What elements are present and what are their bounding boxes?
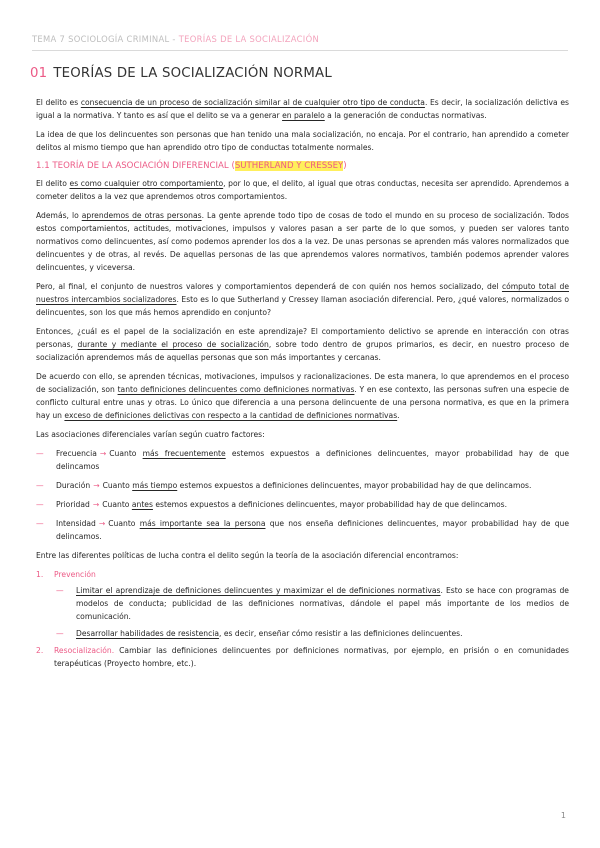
numbered-item-resocialization: 2. Resocialización. Cambiar las definiciones delincuentes por definiciones normativas, por ejemplo, en prisión o en comunidades terapéuticas (Proyecto hombre, etc.). — [36, 646, 569, 668]
paragraph-1: El delito es consecuencia de un proceso de socialización similar al de cualquier otro tipo de conducta. Es decir, la socialización delictiva es igual a la normativa. Y tanto es así que el delito se va a generar en paralelo a la generación de conductas normativas. — [36, 98, 569, 120]
list-item: — Intensidad → Cuanto más importante sea la persona que nos enseña definiciones delincuentes, mayor probabilidad hay de que delincamos. — [36, 519, 569, 541]
arrow-right-icon: → — [99, 449, 107, 458]
paragraph-5: Pero, al final, el conjunto de nuestros valores y comportamientos dependerá de con quién nos hemos socializado, del cómputo total de nuestros intercambios socializadores. Esto es lo que Sutherland y Cressey llaman asociación diferencial. Pero, ¿qué valores, normalizados o delincuentes, son los que más hemos aprendido en conjunto? — [36, 282, 569, 317]
header-divider — [32, 50, 568, 51]
list-item: — Limitar el aprendizaje de definiciones delincuentes y maximizar el de definiciones normativas. Esto se hace con programas de modelos de conducta; publicidad de las definiciones normativas, dándole el papel más importante de los medios de comunicación. — [56, 586, 569, 621]
header-separator: - — [169, 34, 179, 44]
page-number: 1 — [560, 811, 566, 820]
paragraph-6: Entonces, ¿cuál es el papel de la socialización en este aprendizaje? El comportamiento delictivo se aprende en interacción con otras personas, durante y mediante el proceso de socialización, sobre todo dentro de grupos primarios, es decir, en nuestro proceso de socialización aprendemos más de aquellas personas que son más importantes y cercanas. — [36, 327, 569, 362]
underlined-text: más frecuentemente — [142, 449, 226, 458]
underlined-text: más tiempo — [132, 481, 178, 490]
paragraph-4: Además, lo aprendemos de otras personas. La gente aprende todo tipo de cosas de todo el mundo en su proceso de socialización. Todos estos comportamientos, actitudes, motivaciones, impulsos y valores pasan a ser parte de lo que somos, y pueden ser valores tanto normativos como delincuentes, así como podemos aprender los dos a la vez. De unas personas se aprenden más valores normalizados que delincuentes y de otras, al revés. De aquellas personas de las que aprendemos valores normativos, también podemos aprender valores delincuentes, y viceversa. — [36, 211, 569, 272]
underlined-text: tanto definiciones delincuentes como definiciones normativas — [117, 385, 355, 394]
underlined-text: antes — [131, 500, 153, 509]
underlined-text: consecuencia de un proceso de socialización similar al de cualquier otro tipo de conducta — [80, 98, 425, 107]
dash-bullet-icon: — — [36, 449, 44, 458]
list-item: — Duración → Cuanto más tiempo estemos expuestos a definiciones delincuentes, mayor probabilidad hay de que delincamos. — [36, 481, 532, 490]
section-number: 1.1 — [36, 161, 50, 171]
paragraph-9: Entre las diferentes políticas de lucha contra el delito según la teoría de la asociación diferencial encontramos: — [36, 551, 459, 560]
dash-bullet-icon: — — [36, 500, 44, 509]
underlined-text: aprendemos de otras personas — [81, 211, 202, 220]
dash-bullet-icon: — — [36, 519, 44, 528]
underlined-text: en paralelo — [282, 111, 325, 120]
arrow-right-icon: → — [93, 481, 100, 490]
header-topic: TEORÍAS DE LA SOCIALIZACIÓN — [178, 34, 320, 44]
main-content — [36, 96, 569, 673]
underlined-text: cómputo total de nuestros intercambios socializadores — [36, 282, 569, 304]
title-number: 01 — [30, 66, 48, 81]
list-item: — Desarrollar habilidades de resistencia, es decir, enseñar cómo resistir a las definiciones delincuentes. — [56, 629, 463, 638]
section-heading: 1.1 TEORÍA DE LA ASOCIACIÓN DIFERENCIAL (SUTHERLAND Y CRESSEY) — [36, 161, 347, 171]
underlined-text: durante y mediante el proceso de socialización — [77, 340, 269, 349]
header-subject: TEMA 7 SOCIOLOGÍA CRIMINAL — [32, 34, 170, 44]
paragraph-8: Las asociaciones diferenciales varían según cuatro factores: — [36, 430, 265, 439]
arrow-right-icon: → — [98, 519, 106, 528]
underlined-text: más importante sea la persona — [139, 519, 266, 528]
highlighted-authors: SUTHERLAND Y CRESSEY — [234, 161, 344, 171]
page-title — [30, 66, 332, 81]
paragraph-7: De acuerdo con ello, se aprenden técnicas, motivaciones, impulsos y racionalizaciones. De esta manera, lo que aprendemos en el proceso de socialización, son tanto definiciones delincuentes como definiciones normativas. Y en ese contexto, las personas sufren una especie de conflicto cultural entre unas y otras. Lo único que diferencia a una persona delincuente de una persona normativa, es que en la primera hay un exceso de definiciones delictivas con respecto a la cantidad de definiciones normativas. — [36, 372, 569, 420]
underlined-text: Desarrollar habilidades de resistencia — [76, 629, 220, 638]
dash-bullet-icon: — — [36, 481, 44, 490]
arrow-right-icon: → — [92, 500, 100, 509]
running-header — [32, 34, 319, 44]
list-item: — Prioridad → Cuanto antes estemos expuestos a definiciones delincuentes, mayor probabilidad hay de que delincamos. — [36, 500, 508, 509]
paragraph-2: La idea de que los delincuentes son personas que han tenido una mala socialización, no encaja. Por el contrario, han aprendido a cometer delitos al mismo tiempo que han aprendido otro tipo de conductas totalmente normales. — [36, 130, 569, 152]
paragraph-3: El delito es como cualquier otro comportamiento, por lo que, el delito, al igual que otras conductas, necesita ser aprendido. Aprendemos a cometer delitos a la vez que aprendemos otros comportamientos. — [36, 179, 569, 201]
underlined-text: Limitar el aprendizaje de definiciones delincuentes y maximizar el de definiciones normativas — [76, 586, 441, 595]
dash-bullet-icon: — — [56, 586, 64, 595]
dash-bullet-icon: — — [56, 629, 64, 638]
underlined-text: exceso de definiciones delictivas con respecto a la cantidad de definiciones normativas — [64, 411, 398, 420]
underlined-text: es como cualquier otro comportamiento — [69, 179, 224, 188]
list-item: — Frecuencia → Cuanto más frecuentemente estemos expuestos a definiciones delincuentes, mayor probabilidad hay de que delincamos — [36, 449, 570, 471]
title-text: TEORÍAS DE LA SOCIALIZACIÓN NORMAL — [53, 66, 332, 81]
numbered-item-prevention: 1. Prevención — [36, 570, 96, 579]
